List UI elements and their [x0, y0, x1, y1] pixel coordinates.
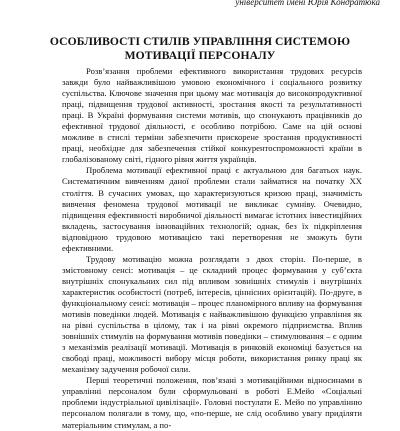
- author-affiliation: університет імені Юрія Кондратюка: [235, 0, 380, 7]
- title-line-1: ОСОБЛИВОСТІ СТИЛІВ УПРАВЛІННЯ СИСТЕМОЮ: [49, 35, 351, 48]
- paragraph: Трудову мотивацію можна розглядати з двох сторін. По-перше, в змістовному сенсі: мотивація – це складний процес формування у суб’єкта внутрішніх спонукальних сил під впливом зовнішніх стимулів і внутрішніх характеристик особистості (потреб, інтересів, ціннісних орієнтацій). По-друге, в функціональному сенсі: мотивація – процес планомірного впливу на формування мотивів поведінки людей. Мотивація є найважливішою функцією управління як на рівні суспільства в цілому, так і на рівні окремого підприємства. Вплив зовнішніх стимулів на формування мотивів поведінки – стимулювання – є одним з механізмів реалізації мотивації. Мотивація в ринковій економіці базується на свободі праці, можливості вибору місця роботи, використання ринку праці як механізму задучення робочої сили.: [62, 253, 362, 375]
- paragraph: Перші теоретичні положення, пов’язані з мотиваційними відносинами в управлінні персоналом були сформульовані в роботі Е.Мейо «Соціальні проблеми індустріальної цивілізації». Головні постулати Е. Мейо по управлінню персоналом полягали в тому, що, «по-перше, не слід особливо увагу приділяти матеріальним стимулам, а по-: [62, 375, 362, 430]
- paragraph: Розв’язання проблеми ефективного використання трудових ресурсів завжди було найважливішою умовою економічного і соціального розвитку суспільства. Ключове значення при цьому має мотивація до високопродуктивної праці, підвищення трудової активності, зростання якості та результативності праці. В Україні формування системи мотивів, що спонукають працівників до ефективної трудової діяльності, є особливо потрібою. Саме на цій основі можливе в стислі терміни забезпечити прискорене зростання продуктивності праці, необхідне для забезпечення стійкої конкурентоспроможності країни в глобалізованому світі, гідного рівня життя українців.: [62, 66, 362, 165]
- article-title: [20, 35, 380, 63]
- paragraph: Проблема мотивації ефективної праці є актуальною для багатьох наук. Систематичним вивченням даної проблеми стали займатися на початку XX століття. В сучасних умовах, що характеризуються кризою праці, значимість вивчення феномена трудової мотивації не викликає сумніву. Очевидно, підвищення ефективності виробничої діяльності вимагає істотних інвестиційних вкладень, застосування інноваційних технологій; однак, без їх підкріплення відповідною трудовою мотивацією такі перетворення не зможуть бути ефективними.: [62, 165, 362, 253]
- article-body: [62, 66, 362, 431]
- title-line-2: МОТИВАЦІЇ ПЕРСОНАЛУ: [124, 49, 276, 62]
